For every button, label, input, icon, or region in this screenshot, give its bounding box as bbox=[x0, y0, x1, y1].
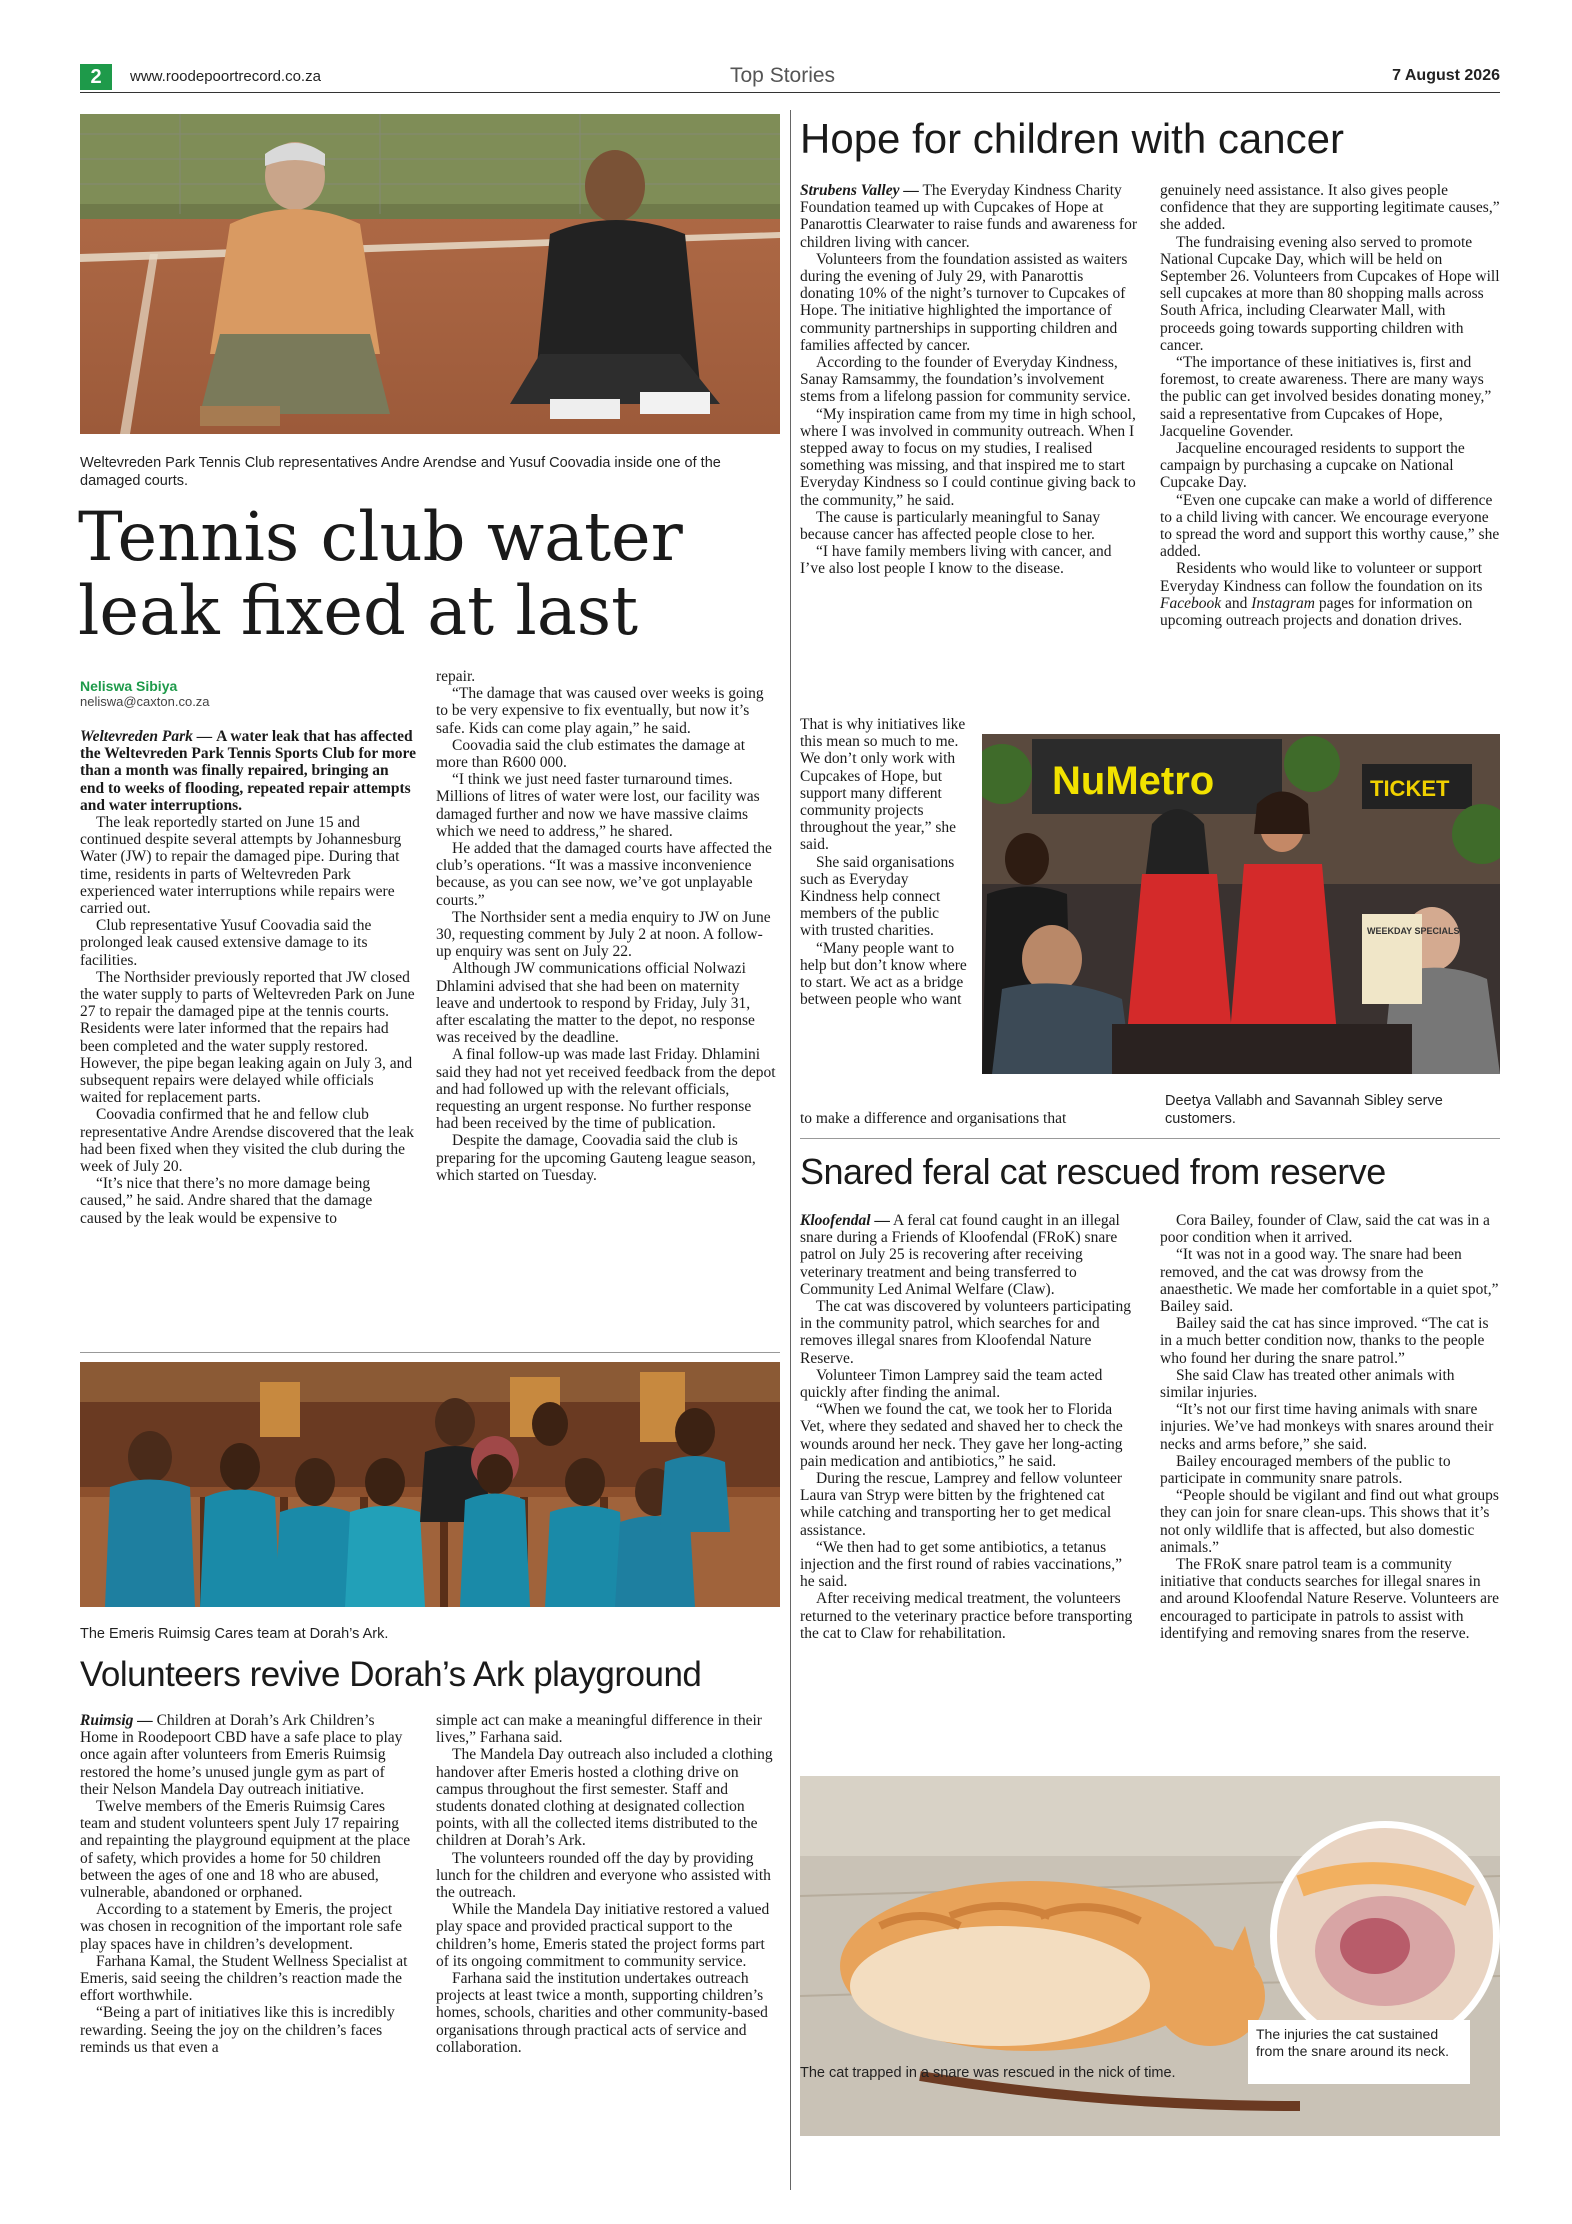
section-divider-right bbox=[800, 1138, 1500, 1139]
tennis-headline-line-1: Tennis club water bbox=[78, 498, 683, 576]
paragraph: “The importance of these initiatives is, first and foremost, to create awareness. There are many ways the public can get involved besides donating money,” said a representative from Cupcakes of Hope, Jacqueline Govender. bbox=[1160, 354, 1492, 440]
tennis-photo-caption: Weltevreden Park Tennis Club representatives Andre Arendse and Yusuf Coovadia inside one of the damaged courts. bbox=[80, 455, 721, 489]
dorah-team-image bbox=[80, 1362, 780, 1607]
paragraph: Cora Bailey, founder of Claw, said the cat was in a poor condition when it arrived. bbox=[1160, 1212, 1490, 1247]
paragraph: “The damage that was caused over weeks is going to be very expensive to fix eventually, but now it’s safe. Kids can come play again,” he said. bbox=[436, 685, 764, 737]
hope-column-1-end: to make a difference and organisations that bbox=[800, 1110, 1067, 1127]
paragraph: Farhana said the institution undertakes outreach projects at least twice a month, supporting children’s homes, schools, charities and other community-based organisations through practical acts of service and collaboration. bbox=[436, 1970, 768, 2056]
facebook-link: Facebook bbox=[1160, 594, 1222, 612]
paragraph: After receiving medical treatment, the volunteers returned to the veterinary practice before transporting the cat to Claw for rehabilitation. bbox=[800, 1590, 1133, 1642]
paragraph: The Northsider sent a media enquiry to JW on June 30, requesting comment by July 2 at noon. A follow-up enquiry was sent on July 22. bbox=[436, 908, 771, 961]
cat-column-1 bbox=[800, 1212, 1140, 1642]
paragraph: “I think we just need faster turnaround times. Millions of litres of water were lost, our facility was damaged further and now we have massive claims which we need to address,” he shared. bbox=[436, 771, 760, 840]
paragraph: repair. bbox=[436, 668, 476, 685]
byline-name: Neliswa Sibiya bbox=[80, 678, 178, 694]
dorah-column-2 bbox=[436, 1712, 776, 2056]
paragraph: “Many people want to help but don’t know where to start. We act as a bridge between people who want bbox=[800, 939, 967, 1009]
paragraph: Farhana Kamal, the Student Wellness Specialist at Emeris, said seeing the children’s reaction made the effort worthwhile. bbox=[80, 1952, 408, 2005]
paragraph: She said organisations such as Everyday Kindness help connect members of the public with trusted charities. bbox=[800, 853, 955, 940]
website-url[interactable]: www.roodepoortrecord.co.za bbox=[130, 68, 321, 85]
cat-dateline: Kloofendal — bbox=[800, 1212, 890, 1229]
paragraph: According to a statement by Emeris, the project was chosen in recognition of the important role safe play spaces have in children’s development. bbox=[80, 1901, 402, 1953]
paragraph: Bailey encouraged members of the public to participate in community snare patrols. bbox=[1160, 1452, 1451, 1488]
special-sign: WEEKDAY SPECIALS bbox=[1367, 926, 1460, 936]
tennis-lead: A water leak that has affected the Weltevreden Park Tennis Sports Club for more than a month was finally repaired, bringing an end to weeks of flooding, repeated repair attempts and water interruptions. bbox=[80, 728, 416, 814]
page-number: 2 bbox=[90, 66, 102, 88]
paragraph: Volunteer Timon Lamprey said the team acted quickly after finding the animal. bbox=[800, 1366, 1103, 1402]
tennis-dateline: Weltevreden Park — bbox=[80, 728, 213, 745]
header-rule bbox=[80, 92, 1500, 93]
hope-column-1-narrow bbox=[800, 716, 970, 1008]
dorah-headline: Volunteers revive Dorah’s Ark playground bbox=[80, 1655, 702, 1694]
ticket-sign: TICKET bbox=[1370, 776, 1450, 801]
byline-email[interactable]: neliswa@caxton.co.za bbox=[80, 694, 210, 709]
hope-column-1 bbox=[800, 182, 1140, 578]
paragraph: Volunteers from the foundation assisted as waiters during the evening of July 29, with Panarottis donating 10% of the night’s turnover to Cupcakes of Hope. The initiative highlighted the importance of community partnerships in supporting children and families affected by cancer. bbox=[800, 250, 1128, 354]
numetro-sign: NuMetro bbox=[1052, 759, 1215, 803]
paragraph: “My inspiration came from my time in high school, where I was involved in community outreach. When I stepped away to focus on my studies, I realised something was missing, and that inspired me to start Everyday Kindness so I could continue giving back to the community,” he said. bbox=[800, 405, 1136, 509]
paragraph: He added that the damaged courts have affected the club’s operations. “It was a massive inconvenience because, as you can see now, we’ve got unplayable courts.” bbox=[436, 840, 772, 909]
cat-column-2 bbox=[1160, 1212, 1500, 1642]
paragraph: simple act can make a meaningful difference in their lives,” Farhana said. bbox=[436, 1712, 762, 1747]
paragraph: Residents who would like to volunteer or support Everyday Kindness can follow the foundation on its bbox=[1160, 560, 1483, 595]
paragraph: Twelve members of the Emeris Ruimsig Cares team and student volunteers spent July 17 repairing and repainting the playground equipment at the place of safety, which provides a home for 50 children between the ages of one and 18 who are abused, vulnerable, abandoned or orphaned. bbox=[80, 1798, 411, 1902]
page-number-box bbox=[80, 64, 112, 90]
dorah-team-photo bbox=[80, 1362, 780, 1607]
hope-headline: Hope for children with cancer bbox=[800, 115, 1344, 162]
paragraph: While the Mandela Day initiative restored a valued play space and provided practical support to the children’s home, Emeris stated the project forms part of its ongoing commitment to community service. bbox=[436, 1901, 770, 1970]
paragraph: The leak reportedly started on June 15 and continued despite several attempts by Johannesburg Water (JW) to repair the damaged pipe. During that time, residents in parts of Weltevreden Park experienced water interruptions while repairs were carried out. bbox=[80, 814, 402, 918]
paragraph: Although JW communications official Nolwazi Dhlamini advised that she had been on maternity leave and undertook to respond by Friday, July 31, after escalating the matter to the depot, no response was received by the deadline. bbox=[436, 960, 755, 1047]
paragraph: “People should be vigilant and find out what groups they can join for snare clean-ups. This shows that it’s not only wildlife that is affected, but also domestic animals.” bbox=[1160, 1487, 1499, 1556]
and-text: and bbox=[1221, 594, 1252, 612]
paragraph: The fundraising evening also served to promote National Cupcake Day, which will be held on September 26. Volunteers from Cupcakes of Hope will sell cupcakes at more than 80 shopping malls across South Africa, including Clearwater Mall, with proceeds going towards supporting children with cancer. bbox=[1160, 233, 1500, 354]
dorah-photo-caption: The Emeris Ruimsig Cares team at Dorah’s Ark. bbox=[80, 1626, 389, 1642]
paragraph: “Being a part of initiatives like this is incredibly rewarding. Seeing the joy on the children’s faces reminds us that even a bbox=[80, 2004, 395, 2056]
paragraph: The Mandela Day outreach also included a clothing handover after Emeris hosted a clothing drive on campus throughout the first semester. Staff and students donated clothing at designated collection points, with all the collected items distributed to the children at Dorah’s Ark. bbox=[436, 1746, 773, 1850]
paragraph: According to the founder of Everyday Kindness, Sanay Ramsammy, the foundation’s involvement stems from a lifelong passion for community service. bbox=[800, 354, 1131, 406]
paragraph: “It’s nice that there’s no more damage being caused,” he said. Andre shared that the damage caused by the leak would be expensive to bbox=[80, 1175, 373, 1227]
column-divider bbox=[790, 110, 791, 2190]
paragraph: Bailey said the cat has since improved. “The cat is in a much better condition now, thanks to the people who found her during the snare patrol.” bbox=[1160, 1315, 1489, 1367]
paragraph: The volunteers rounded off the day by providing lunch for the children and everyone who assisted with the outreach. bbox=[436, 1849, 771, 1902]
section-divider-left bbox=[80, 1352, 780, 1353]
paragraph: The Everyday Kindness Charity Foundation teamed up with Cupcakes of Hope at Panarottis Clearwater to raise funds and awareness for children living with cancer. bbox=[800, 182, 1138, 251]
paragraph: Coovadia said the club estimates the damage at more than R600 000. bbox=[436, 736, 746, 772]
paragraph: pages for information on upcoming outreach projects and donation drives. bbox=[1160, 594, 1473, 630]
hope-cupcake-image bbox=[982, 734, 1500, 1074]
dorah-column-1 bbox=[80, 1712, 416, 2056]
paragraph: She said Claw has treated other animals with similar injuries. bbox=[1160, 1366, 1455, 1402]
paragraph: That is why initiatives like this mean so much to me. We don’t only work with Cupcakes of Hope, but support many different community projects throughout the year,” she said. bbox=[800, 716, 966, 854]
paragraph: Jacqueline encouraged residents to support the campaign by purchasing a cupcake on National Cupcake Day. bbox=[1160, 440, 1465, 492]
section-title: Top Stories bbox=[730, 64, 836, 87]
paragraph: “I have family members living with cancer, and I’ve also lost people I know to the disease. bbox=[800, 543, 1112, 578]
paragraph: “When we found the cat, we took her to Florida Vet, where they sedated and shaved her to check the wounds around her neck. They gave her long-acting pain medication and antibiotics,” he said. bbox=[800, 1401, 1123, 1470]
paragraph: “It was not in a good way. The snare had been removed, and the cat was drowsy from the anaesthetic. We made her comfortable in a quiet spot,” Bailey said. bbox=[1160, 1246, 1499, 1316]
tennis-headline bbox=[78, 500, 778, 648]
hope-column-2 bbox=[1160, 182, 1500, 629]
paragraph: Children at Dorah’s Ark Children’s Home in Roodepoort CBD have a safe place to play once again after volunteers from Emeris Ruimsig restored the home’s unused jungle gym as part of their Nelson Mandela Day outreach initiative. bbox=[80, 1712, 403, 1798]
hope-dateline: Strubens Valley — bbox=[800, 182, 919, 199]
tennis-headline-line-2: leak fixed at last bbox=[78, 572, 639, 650]
paragraph: Despite the damage, Coovadia said the club is preparing for the upcoming Gauteng league season, which started on Tuesday. bbox=[436, 1132, 756, 1184]
paragraph: The cat was discovered by volunteers participating in the community patrol, which searches for and removes illegal snares from Kloofendal Nature Reserve. bbox=[800, 1298, 1132, 1367]
tennis-court-photo bbox=[80, 114, 780, 434]
paragraph: The FRoK snare patrol team is a community initiative that conducts searches for illegal snares in and around Kloofendal Nature Reserve. Volunteers are encouraged to participate in patrols to assist with identifying and removing snares from the reserve. bbox=[1160, 1556, 1500, 1642]
hope-cupcake-photo bbox=[982, 734, 1500, 1074]
tennis-court-image bbox=[80, 114, 780, 434]
hope-photo-caption: Deetya Vallabh and Savannah Sibley serve customers. bbox=[1165, 1093, 1443, 1127]
paragraph: “We then had to get some antibiotics, a tetanus injection and the first round of rabies vaccinations,” he said. bbox=[800, 1538, 1122, 1591]
paragraph: During the rescue, Lamprey and fellow volunteer Laura van Stryp were bitten by the frightened cat while catching and transporting her to get medical assistance. bbox=[800, 1470, 1123, 1539]
cat-inset-caption: The injuries the cat sustained from the snare around its neck. bbox=[1256, 2026, 1449, 2059]
paragraph: Coovadia confirmed that he and fellow club representative Andre Arendse discovered that the leak had been fixed when they visited the club during the week of July 20. bbox=[80, 1106, 414, 1176]
tennis-column-2 bbox=[436, 668, 776, 1184]
cat-headline: Snared feral cat rescued from reserve bbox=[800, 1151, 1386, 1192]
issue-date: 7 August 2026 bbox=[1392, 67, 1500, 84]
paragraph: “Even one cupcake can make a world of difference to a child living with cancer. We encourage everyone to spread the word and support this worthy cause,” she added. bbox=[1160, 491, 1500, 561]
paragraph: The cause is particularly meaningful to Sanay because cancer has affected people close to her. bbox=[800, 508, 1101, 544]
instagram-link: Instagram bbox=[1251, 594, 1315, 612]
paragraph: genuinely need assistance. It also gives people confidence that they are supporting legitimate causes,” she added. bbox=[1160, 182, 1500, 234]
dorah-dateline: Ruimsig — bbox=[80, 1712, 153, 1729]
paragraph: Club representative Yusuf Coovadia said the prolonged leak caused extensive damage to its facilities. bbox=[80, 917, 372, 969]
paragraph: A feral cat found caught in an illegal snare during a Friends of Kloofendal (FRoK) snare patrol on July 25 is recovering after receiving veterinary treatment and being transferred to Community Led Animal Welfare (Claw). bbox=[800, 1212, 1120, 1298]
paragraph: A final follow-up was made last Friday. Dhlamini said they had not yet received feedback from the depot and had followed up with the relevant officials, requesting an urgent response. No further response had been received by the time of publication. bbox=[436, 1046, 776, 1133]
paragraph: The Northsider previously reported that JW closed the water supply to parts of Weltevreden Park on June 27 to repair the damaged pipe at the tennis courts. Residents were later informed that the repairs had been completed and the water supply restored. However, the pipe began leaking again on July 3, and subsequent repairs were delayed while officials waited for replacement parts. bbox=[80, 968, 415, 1107]
tennis-column-1 bbox=[80, 728, 416, 1227]
byline bbox=[80, 678, 210, 709]
paragraph: “It’s not our first time having animals with snare injuries. We’ve had monkeys with snares around their necks and arms before,” she said. bbox=[1160, 1401, 1494, 1453]
cat-photo-caption: The cat trapped in a snare was rescued in the nick of time. bbox=[800, 2065, 1176, 2081]
